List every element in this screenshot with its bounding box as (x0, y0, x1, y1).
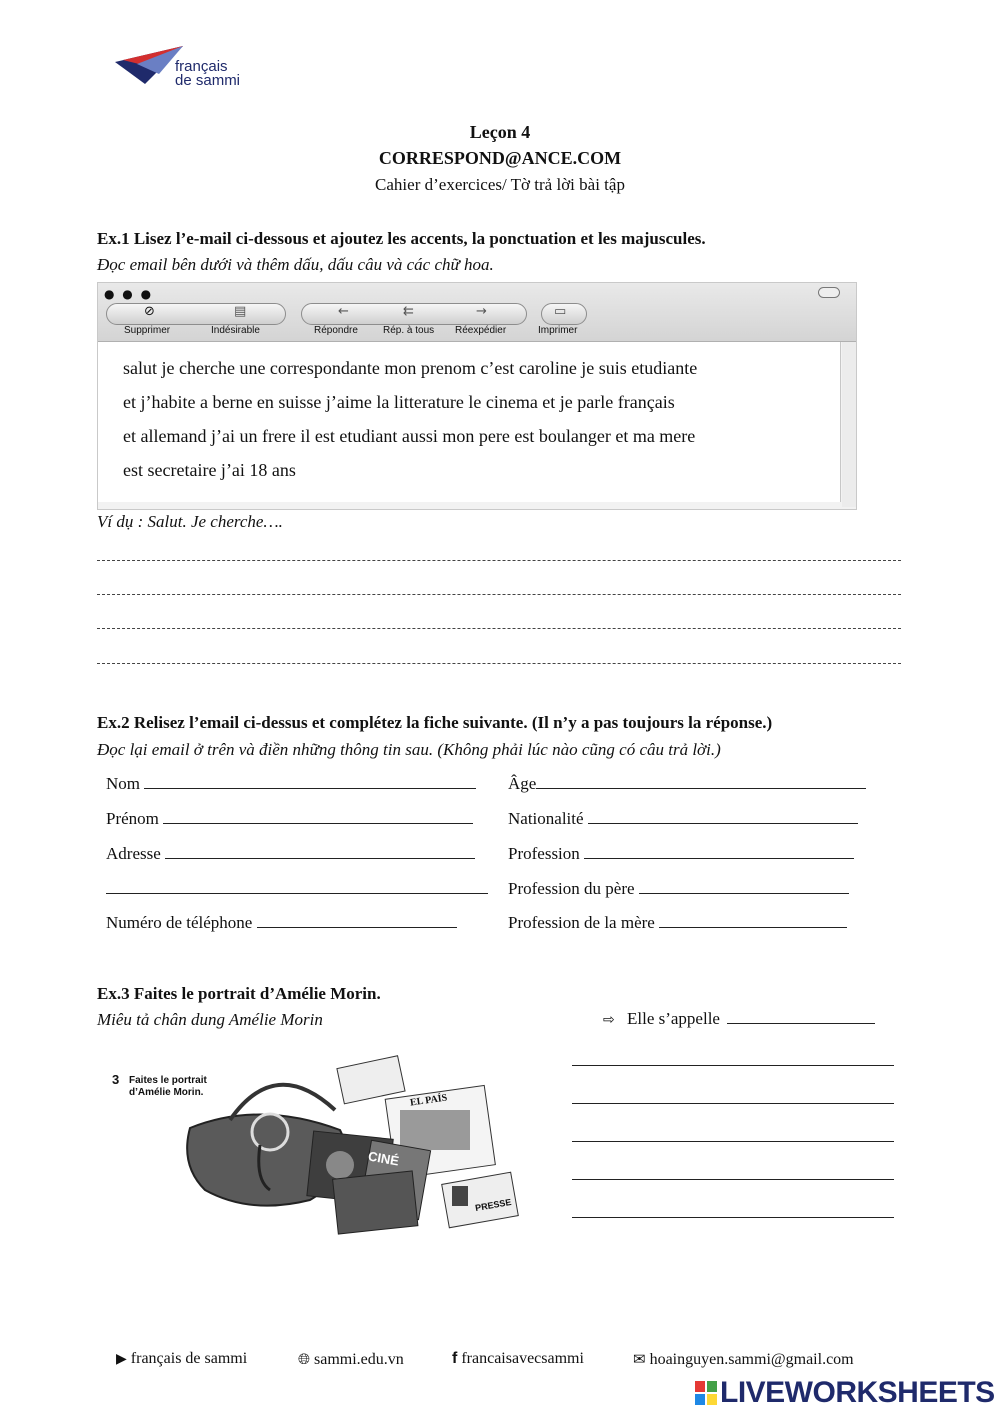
lesson-number: Leçon 4 (469, 122, 531, 142)
reply-icon[interactable]: ← (338, 304, 349, 319)
profession-pere-input[interactable] (639, 879, 849, 894)
toolbar-group-left (106, 303, 286, 325)
portrait-caption (129, 1075, 207, 1099)
field-age (508, 774, 866, 794)
field-nationalite (508, 809, 858, 829)
prenom-input[interactable] (163, 809, 473, 824)
toolbar-group-middle (301, 303, 527, 325)
newspaper-label: EL PAÍS (409, 1092, 448, 1109)
logo-line1: français (175, 58, 228, 75)
logo-text (175, 60, 240, 88)
name-answer-input[interactable] (727, 1009, 875, 1024)
answer-line[interactable] (572, 1179, 894, 1180)
answer-line[interactable] (97, 663, 901, 664)
email-toolbar (98, 283, 856, 342)
footer-youtube-text: français de sammi (130, 1350, 248, 1367)
delete-icon[interactable]: ⊘ (144, 304, 155, 319)
ex2-subtitle: Đọc lại email ở trên và điền những thông tin sau. (Không phải lúc nào cũng có câu trả lời.) (97, 740, 721, 759)
footer-email[interactable] (633, 1350, 854, 1369)
globe-icon: 🌐︎ (298, 1350, 311, 1368)
email-scrollbar[interactable] (842, 342, 856, 507)
lesson-title: CORRESPOND@ANCE.COM (378, 148, 622, 168)
ex1-subtitle: Đọc email bên dưới và thêm dấu, dấu câu và các chữ hoa. (97, 255, 494, 274)
arrow-right-icon: ⇨ (603, 1012, 615, 1028)
footer-website-text: sammi.edu.vn (314, 1351, 404, 1368)
sammi-logo (115, 44, 255, 100)
field-telephone (106, 913, 457, 933)
window-zoom-control[interactable] (818, 287, 840, 298)
window-controls-icon: ● ● ● (104, 287, 154, 301)
ex3-subtitle: Miêu tả chân dung Amélie Morin (97, 1010, 323, 1029)
field-label: Âge (508, 774, 537, 793)
field-label: Nationalité (508, 809, 584, 828)
press-badge-label: PRESSE (474, 1196, 513, 1214)
email-line: salut je cherche une correspondante mon prenom c’est caroline je suis etudiante (123, 358, 698, 378)
print-icon[interactable]: ▭ (554, 304, 567, 319)
footer-facebook[interactable] (452, 1350, 584, 1368)
footer-website[interactable] (298, 1350, 404, 1369)
field-adresse-2 (106, 879, 488, 899)
profession-input[interactable] (584, 844, 854, 859)
portrait-illustration (110, 1050, 525, 1235)
telephone-input[interactable] (257, 913, 457, 928)
reply-button[interactable]: Répondre (314, 325, 358, 336)
footer-youtube[interactable] (116, 1350, 247, 1368)
email-body (98, 342, 841, 502)
print-button[interactable]: Imprimer (538, 325, 578, 336)
field-profession-pere (508, 879, 849, 899)
delete-button[interactable]: Supprimer (124, 325, 171, 336)
ex3-prompt (603, 1009, 875, 1029)
footer-email-text: hoainguyen.sammi@gmail.com (649, 1351, 854, 1368)
caption-line: d’Amélie Morin. (129, 1087, 204, 1098)
adresse-line2-input[interactable] (106, 879, 488, 894)
answer-line[interactable] (97, 560, 901, 561)
email-line: et j’habite a berne en suisse j’aime la litterature le cinema et je parle français (123, 392, 675, 412)
lesson-subtitle: Cahier d’exercices/ Tờ trả lời bài tập (375, 175, 625, 194)
magazine-label: CINÉ (366, 1148, 401, 1169)
field-label: Profession du père (508, 879, 635, 898)
portrait-number: 3 (112, 1072, 120, 1087)
email-window (97, 282, 857, 510)
field-adresse (106, 844, 475, 864)
reply-all-button[interactable]: Rép. à tous (383, 325, 435, 336)
field-label: Profession de la mère (508, 913, 655, 932)
ex1-example: Ví dụ : Salut. Je cherche…. (97, 512, 283, 531)
field-label: Adresse (106, 844, 161, 863)
reply-all-icon[interactable]: ⇇ (403, 304, 414, 319)
liveworksheets-logo-icon (695, 1381, 717, 1405)
caption-line: Faites le portrait (129, 1075, 207, 1086)
footer-facebook-text: francaisavecsammi (461, 1350, 584, 1367)
field-nom (106, 774, 476, 794)
forward-icon[interactable]: → (476, 304, 487, 319)
nom-input[interactable] (144, 774, 476, 789)
adresse-input[interactable] (165, 844, 475, 859)
ex3-title: Ex.3 Faites le portrait d’Amélie Morin. (97, 984, 381, 1003)
answer-line[interactable] (572, 1103, 894, 1104)
junk-button[interactable]: Indésirable (211, 325, 260, 336)
ex2-title: Ex.2 Relisez l’email ci-dessus et complétez la fiche suivante. (Il n’y a pas toujours la réponse.) (97, 713, 773, 732)
answer-line[interactable] (572, 1217, 894, 1218)
youtube-icon: ▶ (116, 1351, 127, 1367)
ex1-title: Ex.1 Lisez l’e-mail ci-dessous et ajoutez les accents, la ponctuation et les majuscules. (97, 229, 706, 248)
email-line: est secretaire j’ai 18 ans (123, 460, 296, 480)
answer-line[interactable] (572, 1141, 894, 1142)
field-profession (508, 844, 854, 864)
forward-button[interactable]: Réexpédier (455, 325, 507, 336)
logo-line2: de sammi (175, 72, 241, 89)
field-label: Nom (106, 774, 140, 793)
facebook-icon: f (452, 1350, 458, 1367)
answer-line[interactable] (97, 628, 901, 629)
field-prenom (106, 809, 473, 829)
age-input[interactable] (536, 774, 866, 789)
liveworksheets-watermark: LIVEWORKSHEETS (720, 1376, 995, 1409)
profession-mere-input[interactable] (659, 913, 847, 928)
field-label: Numéro de téléphone (106, 913, 253, 932)
mail-icon: ✉ (633, 1350, 646, 1368)
field-profession-mere (508, 913, 847, 933)
field-label: Profession (508, 844, 580, 863)
answer-line[interactable] (97, 594, 901, 595)
field-label: Prénom (106, 809, 159, 828)
prompt-label: Elle s’appelle (626, 1009, 720, 1028)
junk-icon[interactable]: ▤ (234, 304, 247, 319)
answer-line[interactable] (572, 1065, 894, 1066)
email-line: et allemand j’ai un frere il est etudiant aussi mon pere est boulanger et ma mere (123, 426, 696, 446)
nationalite-input[interactable] (588, 809, 858, 824)
